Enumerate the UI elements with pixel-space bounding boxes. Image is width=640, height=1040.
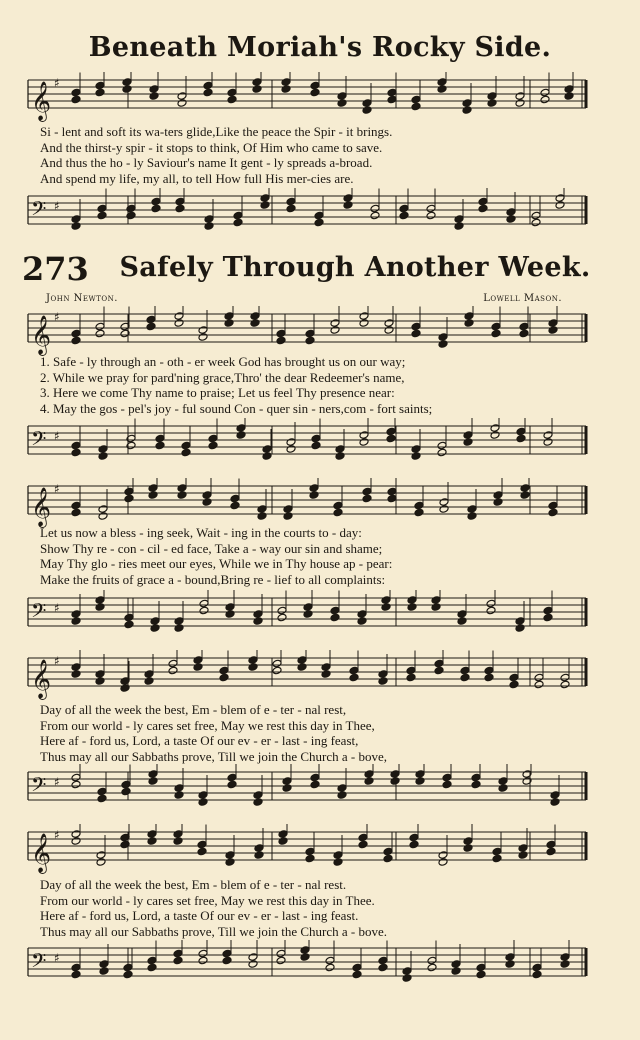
verse-block xyxy=(40,124,600,186)
hymn-title: Safely Through Another Week. xyxy=(119,252,591,283)
author-credit: John Newton. xyxy=(46,293,118,304)
lyric-line: Thus may all our Sabbaths prove, Till we join the Church a - bove. xyxy=(40,923,387,939)
verse-block xyxy=(40,354,600,416)
lyric-line: From our world - ly cares set free, May we rest this day in Thee, xyxy=(40,717,375,733)
lyric-line: 3. Here we come Thy name to praise; Let us feel Thy presence near: xyxy=(40,385,395,400)
music-staff-bass xyxy=(0,188,640,238)
music-staff-treble xyxy=(0,824,640,874)
svg-text:♯: ♯ xyxy=(54,775,60,789)
verse-block xyxy=(40,525,600,587)
music-staff-bass xyxy=(0,418,640,468)
lyric-line: Day of all the week the best, Em - blem of e - ter - nal rest. xyxy=(40,877,347,892)
svg-text:♯: ♯ xyxy=(54,76,60,90)
lyric-line: 1. Safe - ly through an - oth - er week God has brought us on our way; xyxy=(40,354,406,369)
music-staff-bass xyxy=(0,590,640,640)
svg-text:𝄞: 𝄞 xyxy=(31,487,52,527)
svg-text:𝄢: 𝄢 xyxy=(31,599,47,627)
lyric-line: May Thy glo - ries meet our eyes, While we in Thy house ap - pear: xyxy=(40,556,393,571)
svg-text:♯: ♯ xyxy=(54,429,60,443)
lyric-line: Si - lent and soft its wa-ters glide,Like the peace the Spir - it brings. xyxy=(40,124,393,139)
svg-text:𝄞: 𝄞 xyxy=(31,81,52,121)
music-staff-bass xyxy=(0,940,640,990)
verse-block xyxy=(40,877,600,939)
music-staff-bass xyxy=(0,764,640,814)
svg-text:𝄞: 𝄞 xyxy=(31,833,52,873)
music-staff-treble xyxy=(0,478,640,528)
svg-text:𝄢: 𝄢 xyxy=(31,773,47,801)
music-staff-treble xyxy=(0,650,640,700)
svg-text:♯: ♯ xyxy=(54,654,60,668)
svg-text:♯: ♯ xyxy=(54,828,60,842)
lyric-line: And spend my life, my all, to tell How full His mer-cies are. xyxy=(40,170,354,186)
music-staff-treble xyxy=(0,306,640,356)
svg-text:𝄢: 𝄢 xyxy=(31,949,47,977)
previous-hymn-title: Beneath Moriah's Rocky Side. xyxy=(88,32,552,63)
lyric-line: From our world - ly cares set free, May we rest this day in Thee. xyxy=(40,892,375,908)
svg-text:♯: ♯ xyxy=(54,199,60,213)
lyric-line: Let us now a bless - ing seek, Wait - ing in the courts to - day: xyxy=(40,525,362,540)
lyric-line: Here af - ford us, Lord, a taste Of our ev - er - last - ing feast. xyxy=(40,908,359,923)
svg-text:♯: ♯ xyxy=(54,601,60,615)
svg-text:𝄞: 𝄞 xyxy=(31,659,52,699)
svg-text:𝄞: 𝄞 xyxy=(31,315,52,355)
lyric-line: 4. May the gos - pel's joy - ful sound Con - quer sin - ners,com - fort saints; xyxy=(40,400,433,416)
composer-credit: Lowell Mason. xyxy=(483,293,562,304)
lyric-line: Make the fruits of grace a - bound,Bring re - lief to all complaints: xyxy=(40,571,386,587)
svg-text:♯: ♯ xyxy=(54,310,60,324)
svg-text:𝄢: 𝄢 xyxy=(31,197,47,225)
verse-block xyxy=(40,702,600,764)
lyric-line: 2. While we pray for pard'ning grace,Thro' the dear Redeemer's name, xyxy=(40,369,405,385)
svg-text:𝄢: 𝄢 xyxy=(31,427,47,455)
lyric-line: Show Thy re - con - cil - ed face, Take a - way our sin and shame; xyxy=(40,540,383,556)
svg-text:♯: ♯ xyxy=(54,951,60,965)
lyric-line: And thus the ho - ly Saviour's name It gent - ly spreads a-broad. xyxy=(40,155,373,170)
svg-text:♯: ♯ xyxy=(54,482,60,496)
music-staff-treble xyxy=(0,72,640,122)
lyric-line: Day of all the week the best, Em - blem of e - ter - nal rest, xyxy=(40,702,347,717)
lyric-line: Thus may all our Sabbaths prove, Till we join the Church a - bove, xyxy=(40,748,387,764)
lyric-line: And the thirst-y spir - it stops to think, Of Him who came to save. xyxy=(40,139,383,155)
lyric-line: Here af - ford us, Lord, a taste Of our ev - er - last - ing feast, xyxy=(40,733,359,748)
hymn-number: 273 xyxy=(22,250,89,288)
